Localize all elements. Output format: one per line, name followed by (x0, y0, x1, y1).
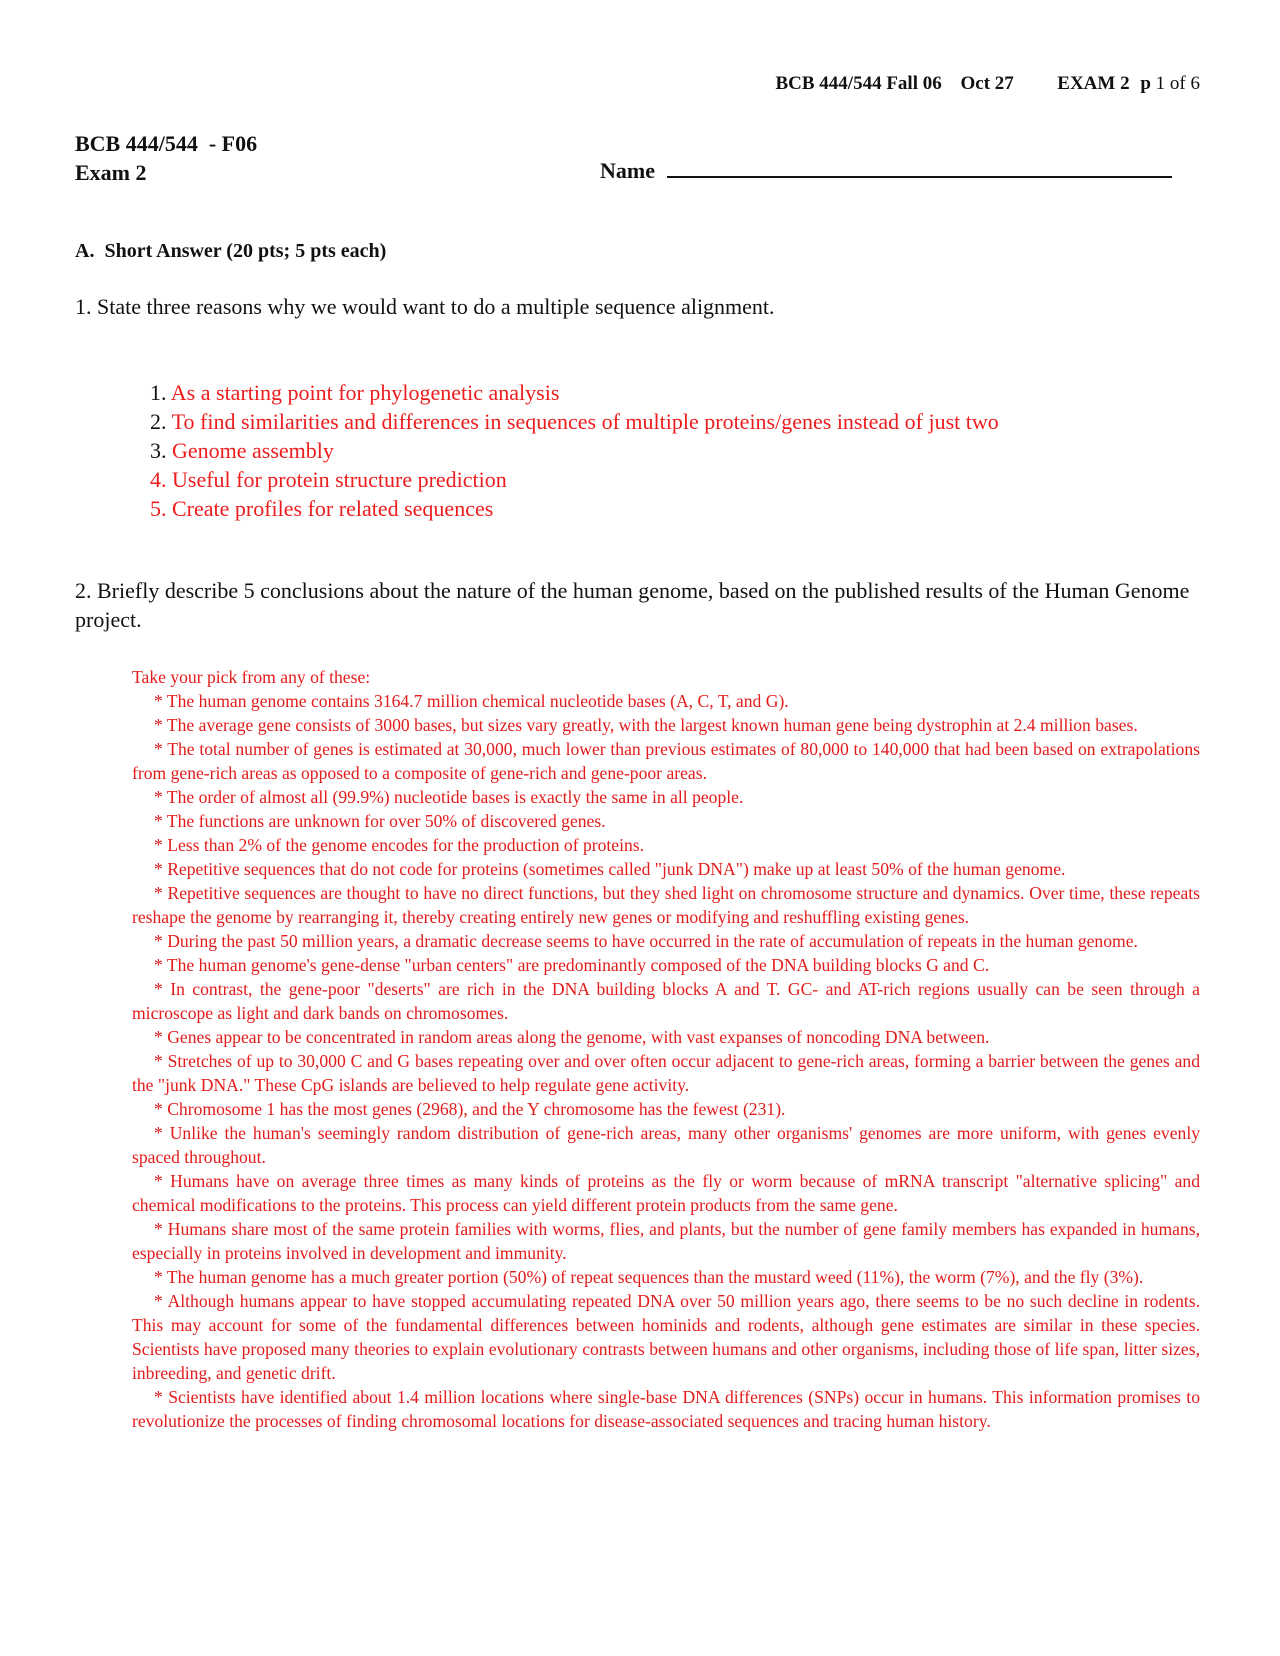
question-2-answers (132, 665, 1200, 1433)
answer-item (150, 494, 999, 523)
fact-item: * The functions are unknown for over 50% of discovered genes. (154, 811, 606, 831)
header-exam: EXAM 2 (1057, 73, 1130, 94)
fact-item: * Humans share most of the same protein families with worms, flies, and plants, but the number of gene family members has expanded in humans, especially in proteins involved in development and immunity. (132, 1219, 1200, 1263)
answer-text: Create profiles for related sequences (172, 496, 494, 521)
fact-item: * The human genome contains 3164.7 million chemical nucleotide bases (A, C, T, and G). (154, 691, 789, 711)
name-label: Name (600, 158, 655, 183)
fact-item: * During the past 50 million years, a dramatic decrease seems to have occurred in the rate of accumulation of repeats in the human genome. (154, 931, 1138, 951)
answer-text: Genome assembly (172, 438, 334, 463)
fact-item: * Although humans appear to have stopped accumulating repeated DNA over 50 million years ago, there seems to be no such decline in rodents. This may account for some of the fundamental differences between hominids and rodents, although gene estimates are similar in these species. Scientists have proposed many theories to explain evolutionary contrasts between humans and other organisms, including those of life span, litter sizes, inbreeding, and genetic drift. (132, 1291, 1200, 1383)
fact-item: * Repetitive sequences that do not code for proteins (sometimes called "junk DNA") make up at least 50% of the human genome. (154, 859, 1066, 879)
answer-number: 5. (150, 496, 167, 521)
fact-item: * Humans have on average three times as many kinds of proteins as the fly or worm because of mRNA transcript "alternative splicing" and chemical modifications to the proteins. This process can yield different protein products from the same gene. (132, 1171, 1200, 1215)
question-1: 1. State three reasons why we would want to do a multiple sequence alignment. (75, 294, 775, 319)
header-date: Oct 27 (960, 73, 1014, 94)
fact-item: * The total number of genes is estimated at 30,000, much lower than previous estimates of 80,000 to 140,000 that had been based on extrapolations from gene-rich areas as opposed to a composite of gene-rich and gene-poor areas. (132, 739, 1200, 783)
fact-item: * The average gene consists of 3000 bases, but sizes vary greatly, with the largest known human gene being dystrophin at 2.4 million bases. (154, 715, 1138, 735)
fact-item: * Scientists have identified about 1.4 million locations where single-base DNA differences (SNPs) occur in humans. This information promises to revolutionize the processes of finding chromosomal locations for disease-associated sequences and tracing human history. (132, 1387, 1200, 1431)
fact-item: * The order of almost all (99.9%) nucleotide bases is exactly the same in all people. (154, 787, 744, 807)
answer-number: 4. (150, 467, 167, 492)
question-1-answers (150, 378, 999, 523)
answer-item (150, 436, 999, 465)
answer-number: 1. (150, 380, 167, 405)
fact-item: * The human genome has a much greater portion (50%) of repeat sequences than the mustard weed (11%), the worm (7%), and the fly (3%). (154, 1267, 1144, 1287)
course-title: BCB 444/544 - F06 (75, 131, 258, 156)
fact-item: * Unlike the human's seemingly random distribution of gene-rich areas, many other organisms' genomes are more uniform, with genes evenly spaced throughout. (132, 1123, 1200, 1167)
answer-number: 2. (150, 409, 167, 434)
name-blank-line[interactable] (667, 162, 1172, 178)
page-header (775, 73, 1200, 95)
exam-title: Exam 2 (75, 160, 147, 185)
answer-text: As a starting point for phylogenetic analysis (170, 380, 560, 405)
header-course: BCB 444/544 Fall 06 (775, 73, 942, 94)
header-page-number: 1 of 6 (1155, 73, 1200, 94)
answers-intro: Take your pick from any of these: (132, 667, 371, 687)
answer-item (150, 378, 999, 407)
fact-item: * Chromosome 1 has the most genes (2968), and the Y chromosome has the fewest (231). (154, 1099, 786, 1119)
header-page-prefix: p (1140, 73, 1151, 94)
section-a-heading: A. Short Answer (20 pts; 5 pts each) (75, 240, 387, 262)
name-field (600, 158, 1172, 184)
fact-item: * Stretches of up to 30,000 C and G bases repeating over and over often occur adjacent to gene-rich areas, forming a barrier between the genes and the "junk DNA." These CpG islands are believed to help regulate gene activity. (132, 1051, 1200, 1095)
answer-item (150, 465, 999, 494)
answer-text: Useful for protein structure prediction (172, 467, 507, 492)
question-2: 2. Briefly describe 5 conclusions about the nature of the human genome, based on the published results of the Human Genome project. (75, 578, 1190, 632)
fact-item: * In contrast, the gene-poor "deserts" are rich in the DNA building blocks A and T. GC- and AT-rich regions usually can be seen through a microscope as light and dark bands on chromosomes. (132, 979, 1200, 1023)
course-block (75, 129, 257, 187)
fact-item: * The human genome's gene-dense "urban centers" are predominantly composed of the DNA building blocks G and C. (154, 955, 990, 975)
fact-item: * Repetitive sequences are thought to have no direct functions, but they shed light on chromosome structure and dynamics. Over time, these repeats reshape the genome by rearranging it, thereby creating entirely new genes or modifying and reshuffling existing genes. (132, 883, 1200, 927)
fact-item: * Less than 2% of the genome encodes for the production of proteins. (154, 835, 645, 855)
answer-number: 3. (150, 438, 167, 463)
answer-item (150, 407, 999, 436)
fact-item: * Genes appear to be concentrated in random areas along the genome, with vast expanses of noncoding DNA between. (154, 1027, 990, 1047)
answer-text: To find similarities and differences in sequences of multiple proteins/genes instead of just two (171, 409, 999, 434)
